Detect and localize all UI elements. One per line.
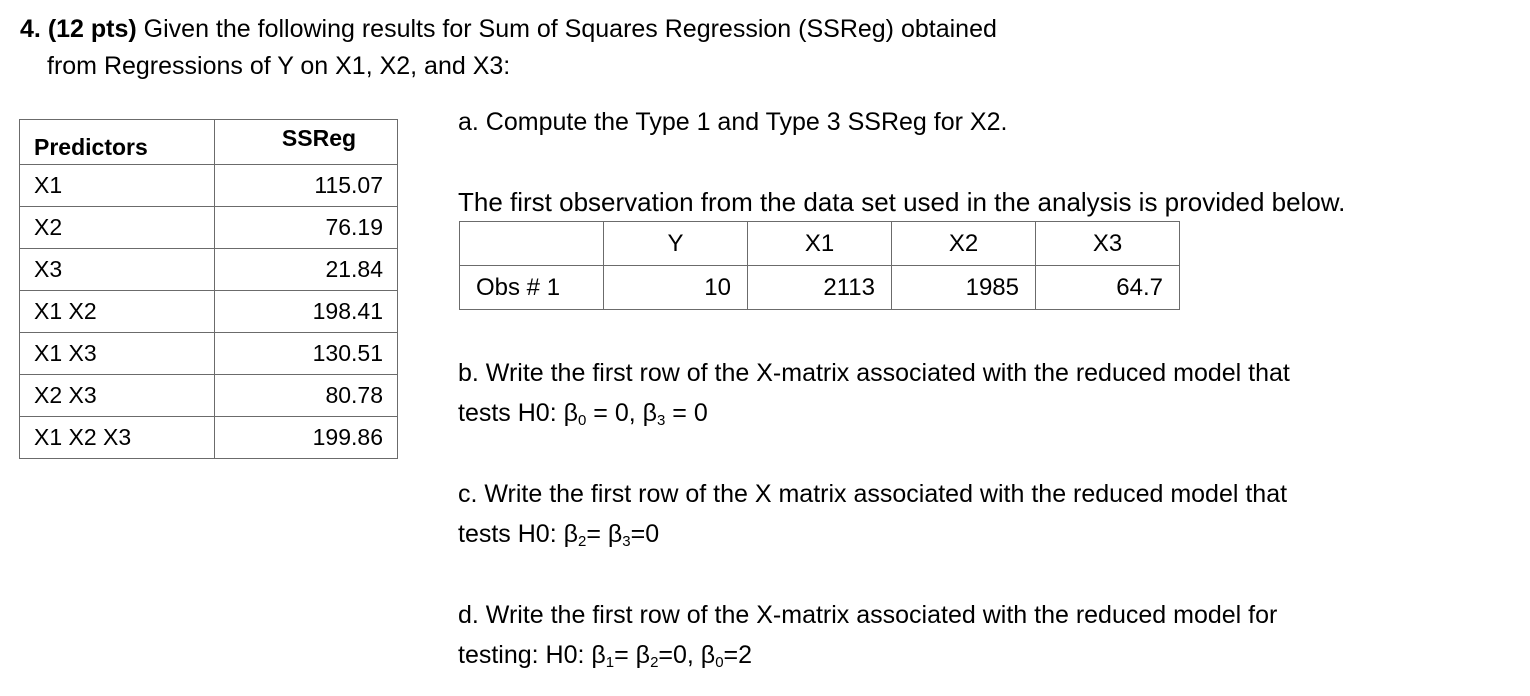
observation-intro: The first observation from the data set used in the analysis is provided below.	[458, 187, 1346, 217]
qd-sub-2: 2	[650, 653, 659, 671]
table-row	[20, 291, 398, 333]
obs-header-y: Y	[604, 222, 748, 266]
qb-sub-1: 0	[577, 411, 587, 429]
question-b-line-1: b. Write the first row of the X-matrix associated with the reduced model that	[458, 359, 1290, 387]
predictors-cell: X3	[20, 249, 215, 291]
qd-sub-3: 0	[715, 653, 724, 671]
qc-prefix: tests H0: β	[458, 520, 578, 548]
predictors-cell: X2 X3	[20, 375, 215, 417]
qc-end: =0	[630, 520, 660, 548]
obs-value-x2: 1985	[892, 266, 1036, 310]
question-a: a. Compute the Type 1 and Type 3 SSReg for X2.	[458, 108, 1008, 136]
predictors-cell: X1	[20, 165, 215, 207]
ssreg-cell: 130.51	[215, 333, 398, 375]
predictors-cell: X2	[20, 207, 215, 249]
problem-number: 4.	[20, 15, 41, 43]
observation-row	[460, 266, 1180, 310]
question-c-line-1: c. Write the first row of the X matrix associated with the reduced model that	[458, 480, 1288, 508]
problem-title-line-1	[20, 14, 997, 44]
qc-sub-2: 3	[622, 532, 631, 550]
ssreg-cell: 80.78	[215, 375, 398, 417]
ssreg-header-row	[20, 120, 398, 165]
qc-sub-1: 2	[577, 532, 587, 550]
question-b-line-2	[458, 393, 708, 441]
predictors-cell: X1 X2 X3	[20, 417, 215, 459]
qb-prefix: tests H0: β	[458, 399, 578, 427]
problem-intro-2: from Regressions of Y on X1, X2, and X3:	[47, 52, 511, 80]
obs-header-x1: X1	[748, 222, 892, 266]
qb-end: = 0	[665, 399, 708, 427]
qd-sub-1: 1	[605, 653, 615, 671]
ssreg-table	[19, 119, 398, 459]
table-row	[20, 249, 398, 291]
obs-header-blank	[460, 222, 604, 266]
header-ssreg: SSReg	[215, 120, 398, 165]
predictors-cell: X1 X2	[20, 291, 215, 333]
qd-mid-2: =0, β	[658, 641, 716, 669]
ssreg-cell: 115.07	[215, 165, 398, 207]
predictors-cell: X1 X3	[20, 333, 215, 375]
table-row	[20, 333, 398, 375]
problem-intro-1: Given the following results for Sum of Squares Regression (SSReg) obtained	[136, 15, 997, 43]
qd-prefix: testing: H0: β	[458, 641, 606, 669]
qd-mid-1: = β	[614, 641, 651, 669]
ssreg-cell: 76.19	[215, 207, 398, 249]
obs-value-x3: 64.7	[1036, 266, 1180, 310]
qc-mid: = β	[586, 520, 623, 548]
obs-header-x2: X2	[892, 222, 1036, 266]
ssreg-cell: 21.84	[215, 249, 398, 291]
observation-header-row	[460, 222, 1180, 266]
table-row	[20, 417, 398, 459]
qb-mid: = 0, β	[586, 399, 657, 427]
table-row	[20, 207, 398, 249]
header-predictors: Predictors	[20, 120, 215, 165]
obs-header-x3: X3	[1036, 222, 1180, 266]
obs-row-label: Obs # 1	[460, 266, 604, 310]
qd-end: =2	[723, 641, 753, 669]
qb-sub-2: 3	[657, 411, 666, 429]
obs-value-y: 10	[604, 266, 748, 310]
question-d-line-2	[458, 635, 752, 683]
table-row	[20, 165, 398, 207]
ssreg-cell: 199.86	[215, 417, 398, 459]
question-d-line-1: d. Write the first row of the X-matrix associated with the reduced model for	[458, 601, 1278, 629]
problem-points: (12 pts)	[47, 15, 137, 43]
observation-table	[459, 221, 1180, 310]
question-c-line-2	[458, 514, 659, 562]
obs-value-x1: 2113	[748, 266, 892, 310]
table-row	[20, 375, 398, 417]
ssreg-cell: 198.41	[215, 291, 398, 333]
